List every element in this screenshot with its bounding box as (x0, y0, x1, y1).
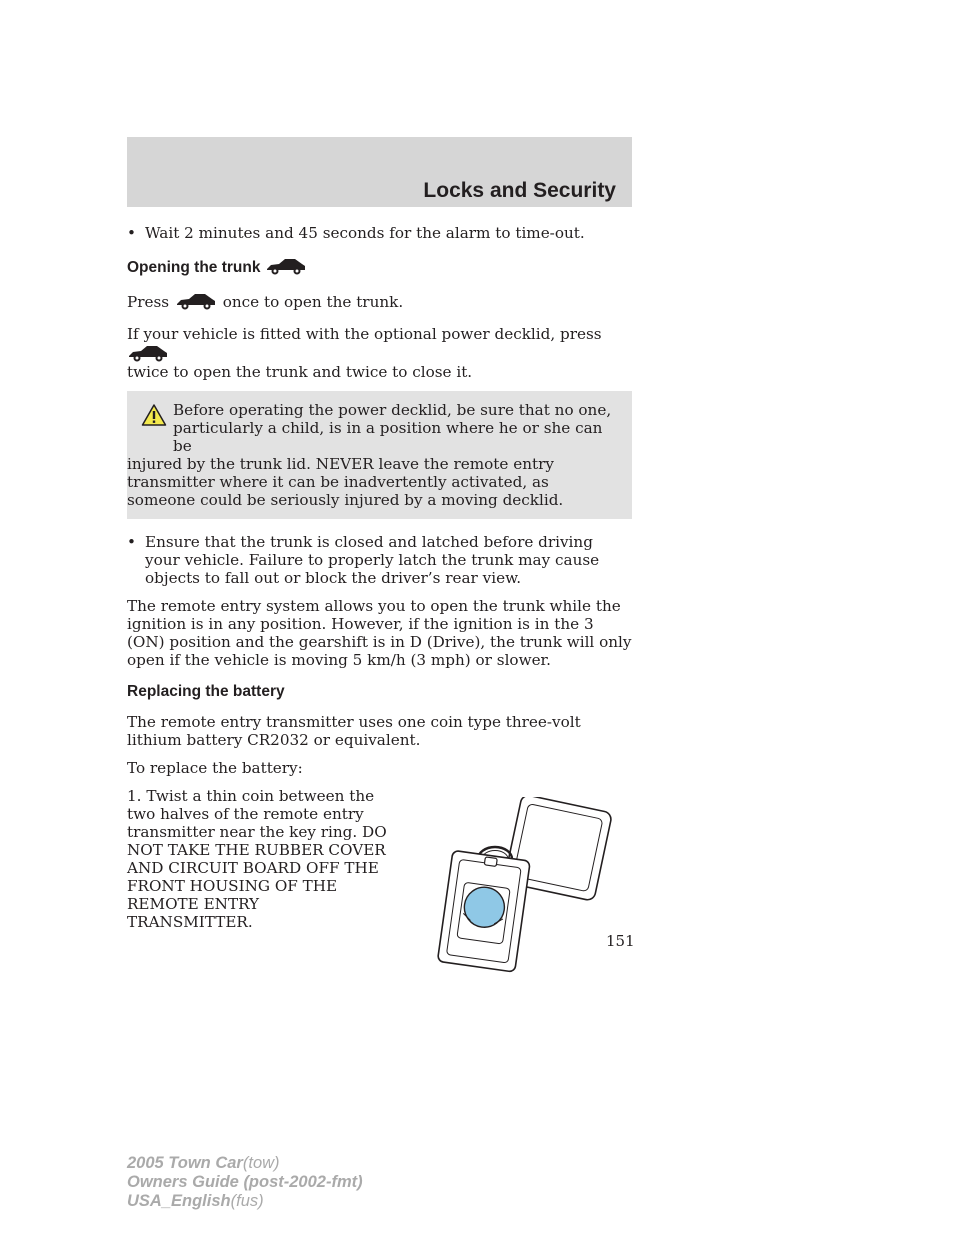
heading-opening-trunk: Opening the trunk (127, 256, 632, 277)
footer-document-info (127, 1154, 363, 1211)
remote-entry-paragraph: The remote entry system allows you to open the trunk while the ignition is in any position. However, if the ignition is in the 3 (ON) position and the gearshift is in D (Drive), the trunk will only open if the vehicle is moving 5 km/h (3 mph) or slower. (127, 597, 632, 669)
footer-line-1: 2005 Town Car(tow) (127, 1154, 280, 1172)
intro-bullet-text: Wait 2 minutes and 45 seconds for the alarm to time-out. (145, 224, 585, 242)
list-item (127, 224, 632, 242)
bullet-dot: • (127, 224, 136, 242)
trunk-car-icon (265, 256, 307, 276)
warning-text: injured by the trunk lid. NEVER leave the remote entry transmitter where it can be inadvertently activated, as someone could be seriously injured by a moving decklid. (127, 455, 564, 509)
heading-replacing-battery: Replacing the battery (127, 683, 285, 700)
trunk-car-icon (174, 291, 218, 311)
step-1-text: 1. Twist a thin coin between the two halves of the remote entry transmitter near the key ring. DO NOT TAKE THE RUBBER COVER AND CIRCUIT BOARD OFF THE FRONT HOUSING OF THE REMOTE ENTRY TRANSMITTER. (127, 787, 387, 931)
trunk-latch-bullet-text: Ensure that the trunk is closed and latched before driving your vehicle. Failure to properly latch the trunk may cause objects to fall out or block the driver’s rear view. (145, 533, 600, 587)
step-block (127, 787, 632, 931)
warning-triangle-icon (141, 403, 167, 427)
trunk-car-icon (127, 343, 169, 363)
section-title: Locks and Security (423, 179, 616, 202)
warning-line-2: particularly a child, is in a position where he or she can be (173, 419, 603, 455)
list-item (127, 533, 632, 587)
footer-line-2: Owners Guide (post-2002-fmt) (127, 1173, 363, 1191)
press-once-line: Press once to open the trunk. (127, 293, 404, 311)
footer-line-3: USA_English(fus) (127, 1192, 264, 1210)
page-number: 151 (606, 932, 635, 950)
warning-box (127, 391, 632, 519)
remote-transmitter-illustration (422, 797, 612, 977)
warning-line-1: Before operating the power decklid, be sure that no one, (173, 401, 612, 419)
to-replace-line: To replace the battery: (127, 759, 303, 777)
power-decklid-line: If your vehicle is fitted with the optional power decklid, press twice to open the trunk and twice to close it. (127, 325, 602, 381)
header-band (127, 137, 632, 207)
bullet-dot: • (127, 533, 136, 551)
page-content (127, 224, 632, 931)
battery-intro-paragraph: The remote entry transmitter uses one coin type three-volt lithium battery CR2032 or equivalent. (127, 713, 581, 749)
